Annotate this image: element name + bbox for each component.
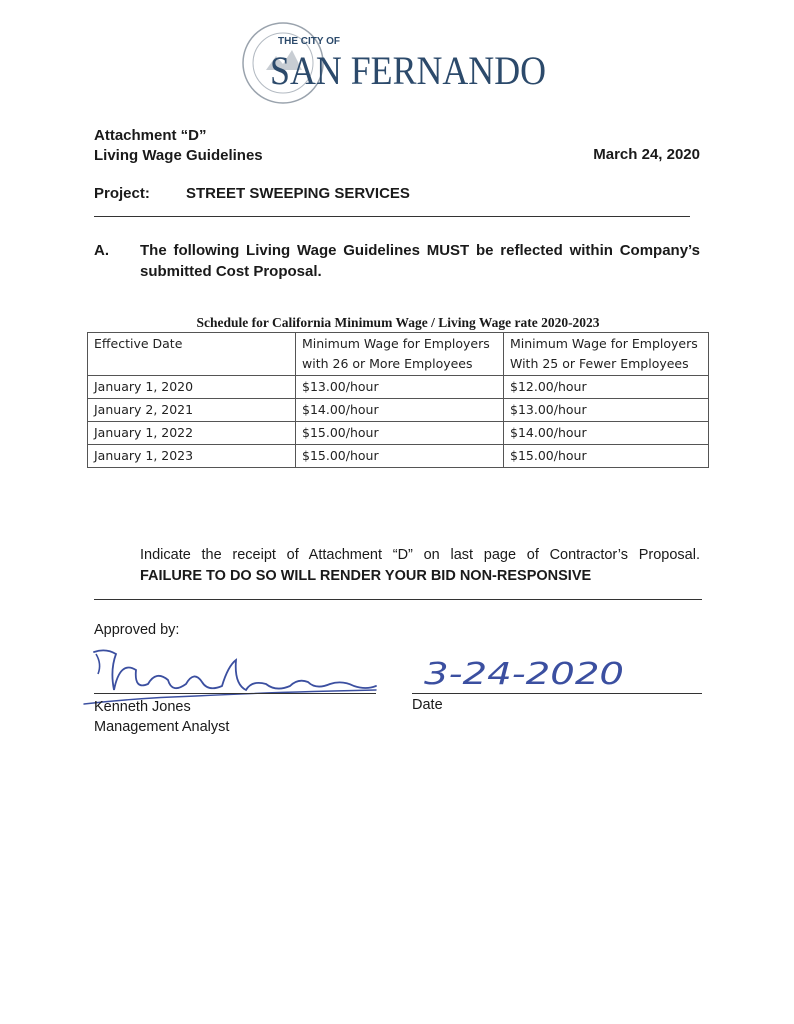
city-logo — [236, 20, 556, 110]
document-title: Living Wage Guidelines — [94, 147, 263, 164]
wage-schedule-table — [87, 332, 709, 468]
project-line — [94, 185, 410, 202]
header-cell: Effective Date — [88, 333, 296, 376]
section-letter: A. — [94, 242, 109, 259]
table-cell: January 1, 2022 — [88, 422, 296, 445]
signer-name: Kenneth Jones — [94, 699, 191, 715]
project-name: STREET SWEEPING SERVICES — [186, 185, 410, 202]
table-cell: $14.00/hour — [296, 399, 504, 422]
logo-main-text: SAN FERNANDO — [270, 48, 546, 93]
signer-block — [94, 697, 229, 737]
divider — [94, 216, 690, 217]
project-label: Project: — [94, 185, 150, 202]
svg-text:3-24-2020: 3-24-2020 — [424, 657, 624, 692]
schedule-title: Schedule for California Minimum Wage / Living Wage rate 2020-2023 — [196, 315, 600, 330]
attachment-label: Attachment “D” — [94, 127, 207, 144]
table-cell: $12.00/hour — [504, 376, 709, 399]
signature-line — [94, 693, 376, 694]
table-row — [88, 399, 709, 422]
notice-block — [140, 545, 700, 587]
section-a — [94, 240, 700, 282]
document-date: March 24, 2020 — [593, 146, 700, 163]
header-cell: Minimum Wage for Employers with 26 or More Employees — [296, 333, 504, 376]
signer-role: Management Analyst — [94, 719, 230, 735]
table-cell: $15.00/hour — [504, 445, 709, 468]
section-a-text: The following Living Wage Guidelines MUST be reflected within Company’s submitted Cost Proposal. — [140, 242, 700, 280]
table-cell: $13.00/hour — [296, 376, 504, 399]
table-header-row — [88, 333, 709, 376]
table-cell: January 1, 2020 — [88, 376, 296, 399]
approved-label: Approved by: — [94, 622, 180, 638]
notice-warning: FAILURE TO DO SO WILL RENDER YOUR BID NON-RESPONSIVE — [140, 568, 592, 584]
table-row — [88, 445, 709, 468]
notice-instruction: Indicate the receipt of Attachment “D” on last page of Contractor’s Proposal. — [140, 547, 700, 563]
table-cell: January 2, 2021 — [88, 399, 296, 422]
header-cell: Minimum Wage for Employers With 25 or Fewer Employees — [504, 333, 709, 376]
table-cell: $14.00/hour — [504, 422, 709, 445]
table-cell: $15.00/hour — [296, 445, 504, 468]
table-row — [88, 376, 709, 399]
date-line — [412, 693, 702, 694]
table-cell: $15.00/hour — [296, 422, 504, 445]
logo-small-text: THE CITY OF — [278, 36, 341, 47]
table-row — [88, 422, 709, 445]
table-cell: $13.00/hour — [504, 399, 709, 422]
handwritten-date — [420, 650, 640, 694]
header-block — [94, 126, 263, 166]
table-cell: January 1, 2023 — [88, 445, 296, 468]
date-label: Date — [412, 697, 443, 713]
divider — [94, 599, 702, 600]
